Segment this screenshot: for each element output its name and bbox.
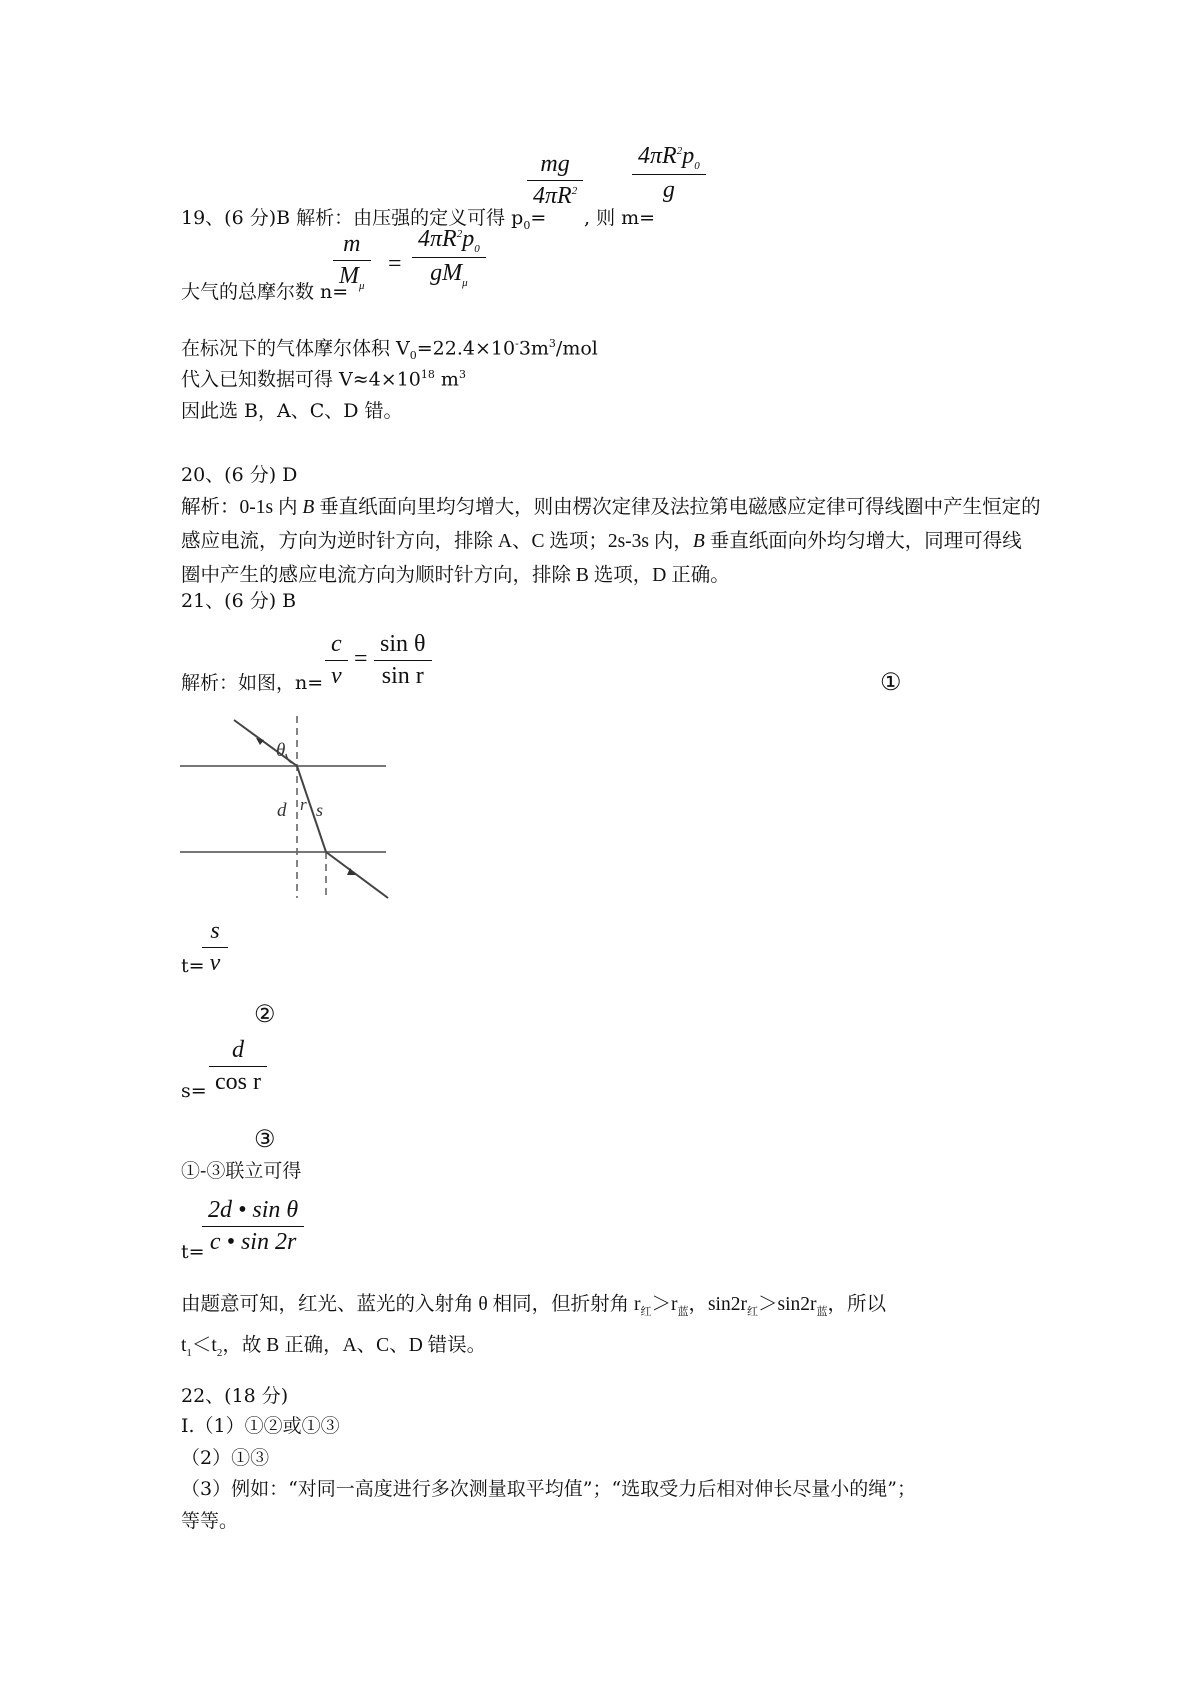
emergent-ray [326,852,388,898]
t-label: t= [181,955,205,977]
q20-title: 20、(6 分) D [181,464,298,486]
q22-line-3: （3）例如：“对同一高度进行多次测量取平均值”；“选取受力后相对伸长尽量小的绳”； [181,1478,916,1500]
equation-marker-1: ① [880,668,902,696]
q19-conclusion: 因此选 B，A、C、D 错。 [181,400,403,422]
t-fraction: s v [202,918,228,977]
q21-equals: = [354,646,368,672]
q21-title: 21、(6 分) B [181,590,297,612]
q22-line-4: 等等。 [181,1510,239,1532]
r-label: r [300,795,307,814]
q19-fraction-n-expanded: $4\pi R^2p_0$ $gM_\mu$ [412,226,486,289]
q19-fraction-mass: $4\pi R^2p_0$ g [632,143,706,204]
combine-line: ①-③联立可得 [181,1160,302,1182]
s-label: s [316,800,324,820]
equation-marker-2: ② [254,1000,276,1028]
q19-volume-line: 代入已知数据可得 $V\approx 4\times 10^{18}$ $m^3$ [181,368,466,391]
q19-then-m: , 则 m= [584,207,656,229]
q19-mol-label: 大气的总摩尔数 n= [181,281,349,303]
q22-title: 22、(18 分) [181,1385,289,1407]
q19-equals: = [388,251,402,277]
t2-fraction: 2d • sin θ c • sin 2r [202,1197,304,1256]
equation-marker-3: ③ [254,1125,276,1153]
d-label: d [277,800,287,821]
q21-fraction-sin: sin θ sin r [374,631,432,690]
theta-label: θ [276,740,286,761]
q19-molar-volume-line: 在标况下的气体摩尔体积 $V_0=22.4\times 10^-3m^3$/mol [181,337,598,363]
q19-intro: 19、(6 分)B 解析：由压强的定义可得 $p_0=$ [181,207,547,232]
q22-line-2: （2）①③ [181,1447,270,1469]
t2-label: t= [181,1241,205,1263]
q21-intro: 解析：如图，n= [181,672,324,694]
q21-conclusion: 由题意可知，红光、蓝光的入射角 θ 相同，但折射角 $r_红>r_蓝$，$\sin 2r_红>\sin 2r_蓝$，所以 $t_1<t_2$，故 B 正确，A、C、D 错误。 [181,1294,887,1359]
q22-line-1: Ⅰ.（1）①②或①③ [181,1415,340,1437]
incident-arrow-icon [256,738,264,745]
refraction-diagram [180,712,400,902]
s-label: s= [181,1080,207,1102]
q21-fraction-cv: c v [325,631,348,690]
s-fraction: d cos r [209,1037,267,1096]
q20-analysis: 解析：0-1s 内 B 垂直纸面向里均匀增大，则由楞次定律及法拉第电磁感应定律可得线圈中产生恒定的感应电流，方向为逆时针方向，排除 A、C 选项；2s-3s 内，B 垂直纸面向外均匀增大，同理可得线圈中产生的感应电流方向为顺时针方向，排除 B 选项，D 正确。 [181,497,1041,586]
q19-fraction-pressure: mg $4\pi R^2$ [527,151,583,210]
angle-theta-arc [286,754,292,763]
q19-fraction-n: m $M_\mu$ [333,231,371,292]
